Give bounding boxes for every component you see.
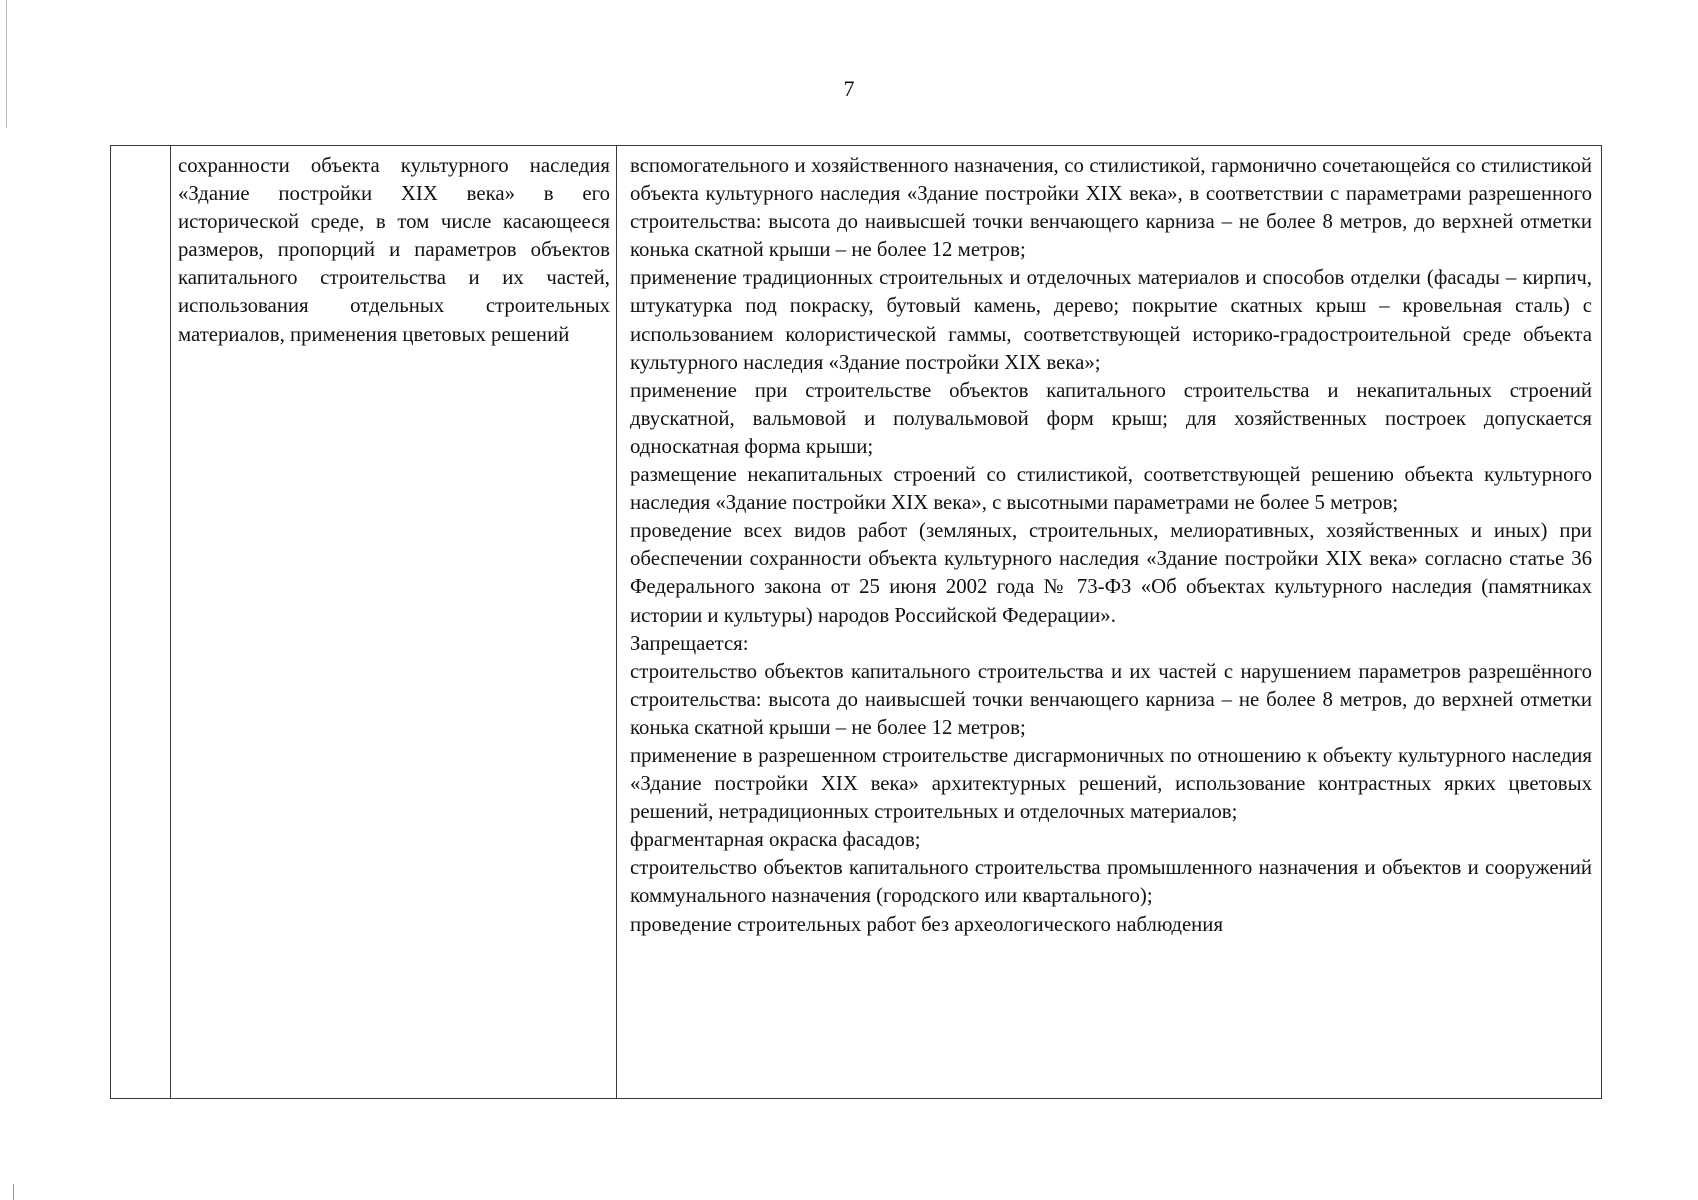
table-column-divider	[170, 146, 171, 1098]
prohibition-heading: Запрещается:	[630, 631, 749, 655]
scan-corner-mark	[13, 1184, 14, 1200]
prohibition-item: проведение строительных работ без археологического наблюдения	[630, 912, 1224, 936]
prohibition-item: применение в разрешенном строительстве дисгармоничных по отношению к объекту культурного наследия «Здание постройки XIX века» архитектурных решений, использование контрастных ярких цветовых решений, нетрадиционных строительных и отделочных материалов;	[630, 743, 1592, 824]
prohibition-item: фрагментарная окраска фасадов;	[630, 828, 921, 852]
prohibition-item: строительство объектов капитального строительства и их частей с нарушением параметров разрешённого строительства: высота до наивысшей точки венчающего карниза – не более 8 метров, до верхней отметки конька скатной крыши – не более 12 метров;	[630, 659, 1592, 739]
requirement-item: вспомогательного и хозяйственного назначения, со стилистикой, гармонично сочетающейся со стилистикой объекта культурного наследия «Здание постройки XIX века», в соответствии с параметрами разрешенного строительства: высота до наивысшей точки венчающего карниза – не более 8 метров, до верхней отметки конька скатной крыши – не более 12 метров;	[630, 154, 1592, 262]
page-number: 7	[843, 76, 855, 101]
table-column-divider	[616, 146, 617, 1098]
prohibition-item: строительство объектов капитального строительства промышленного назначения и объектов и сооружений коммунального назначения (городского или квартального);	[630, 856, 1592, 908]
cell-text: сохранности объекта культурного наследия «Здание постройки XIX века» в его исторической среде, в том числе касающееся размеров, пропорций и параметров объектов капитального строительства и их частей, использования отдельных строительных материалов, применения цветовых решений	[178, 154, 610, 346]
regulation-table	[110, 145, 1602, 1099]
scan-edge-mark	[6, 0, 7, 128]
table-cell-subject	[178, 152, 610, 349]
table-cell-requirements	[630, 152, 1592, 939]
requirement-item: применение традиционных строительных и отделочных материалов и способов отделки (фасады – кирпич, штукатурка под покраску, бутовый камень, дерево; покрытие скатных крыш – кровельная сталь) с использованием колористической гаммы, соответствующей историко-градостроительной среде объекта культурного наследия «Здание постройки XIX века»;	[630, 266, 1592, 374]
requirement-item: проведение всех видов работ (земляных, строительных, мелиоративных, хозяйственных и иных) при обеспечении сохранности объекта культурного наследия «Здание постройки XIX века» согласно статье 36 Федерального закона от 25 июня 2002 года № 73-ФЗ «Об объектах культурного наследия (памятниках истории и культуры) народов Российской Федерации».	[630, 519, 1592, 627]
requirement-item: применение при строительстве объектов капитального строительства и некапитальных строений двускатной, вальмовой и полувальмовой форм крыш; для хозяйственных построек допускается односкатная форма крыши;	[630, 378, 1592, 458]
requirement-item: размещение некапитальных строений со стилистикой, соответствующей решению объекта культурного наследия «Здание постройки XIX века», с высотными параметрами не более 5 метров;	[630, 463, 1592, 515]
